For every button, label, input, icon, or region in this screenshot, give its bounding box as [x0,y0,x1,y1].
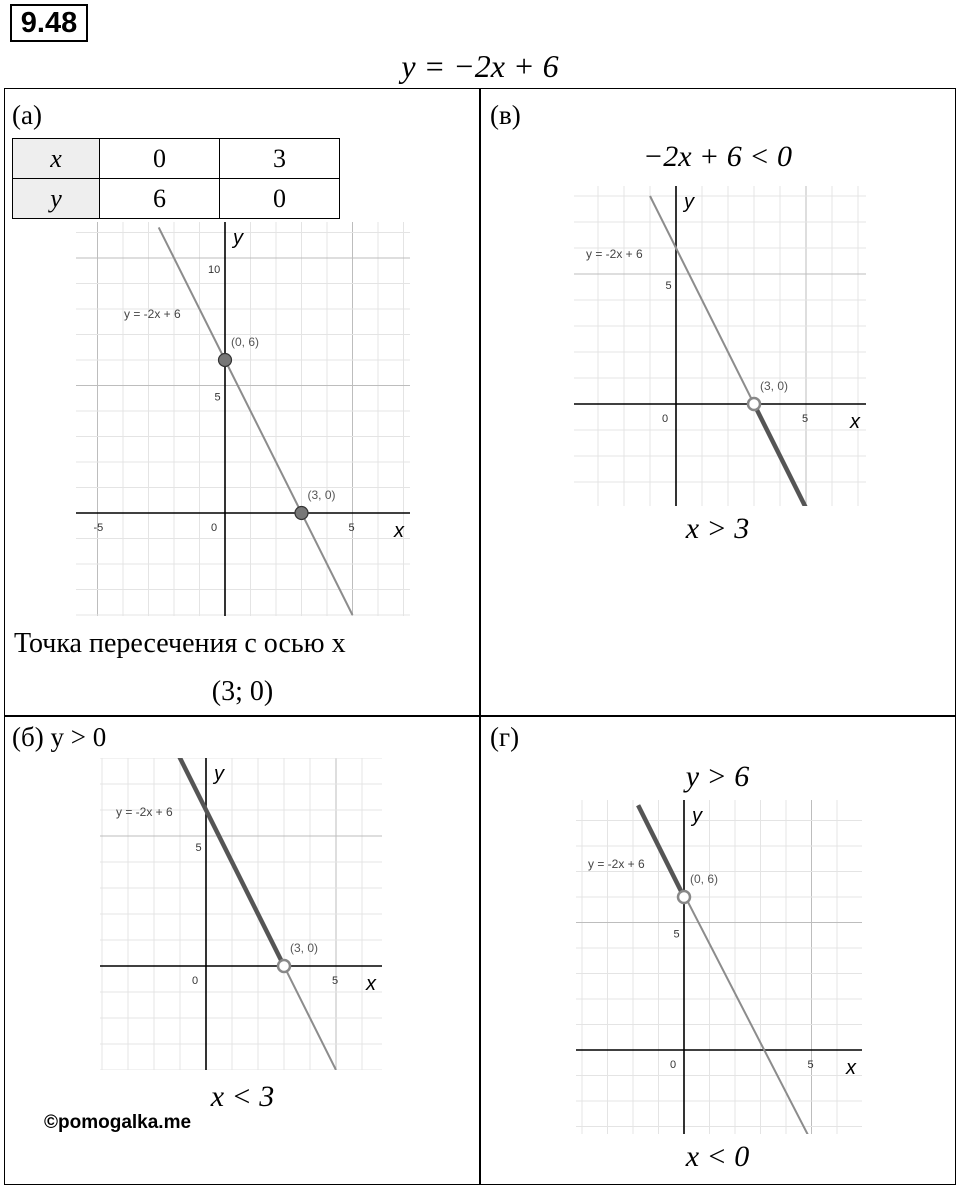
panel-v-label: (в) [490,100,521,130]
panel-b-result: x < 3 [210,1080,275,1113]
point-label: (0, 6) [231,335,260,349]
line-label: y = -2x + 6 [586,247,643,261]
open-point [748,398,760,410]
panel-g-condition: y > 6 [685,760,750,793]
panel-v-condition: −2x + 6 < 0 [642,140,793,173]
x-tick-label: -5 [93,522,104,534]
panel-v-result: x > 3 [685,512,750,545]
table-row [13,179,340,219]
point-label: (3, 0) [760,379,789,393]
graph-v [574,186,866,506]
solution-ray [638,805,684,897]
line-label: y = -2x + 6 [124,307,181,321]
x-tick-label: 5 [348,522,355,534]
graph-b [100,758,382,1070]
open-point [278,960,290,972]
graph-a [76,222,410,616]
x-tick-label: 0 [211,522,218,534]
y-axis-label: y [684,191,694,213]
y-axis-label: y [214,763,224,785]
y-tick-label: 5 [214,391,221,404]
table-head-x: x [13,139,100,179]
data-point [295,507,308,520]
panel-g-label: (г) [490,722,520,752]
x-axis-label: x [846,1057,856,1079]
x-axis-label: x [394,520,404,542]
x-tick-label: 0 [192,975,199,987]
x-tick-label: 0 [670,1059,677,1071]
point-label: (0, 6) [690,872,719,886]
x-tick-label: 5 [802,413,809,425]
open-point [678,891,690,903]
panel-a-label: (а) [12,100,42,130]
function-line [159,227,353,615]
graph-g [576,800,862,1134]
problem-number: 9.48 [10,4,88,42]
intersection-answer: (3; 0) [211,676,274,707]
y-tick-label: 10 [208,264,221,276]
main-equation: y = −2x + 6 [401,48,559,84]
x-axis-label: x [366,973,376,995]
intersection-caption: Точка пересечения с осью x [14,628,346,659]
y-tick-label: 5 [665,280,672,292]
table-cell: 6 [100,179,220,219]
x-tick-label: 5 [807,1059,814,1071]
point-label: (3, 0) [290,941,319,955]
table-cell: 0 [220,179,340,219]
y-tick-label: 5 [673,928,680,941]
y-tick-label: 5 [195,842,202,854]
table-head-y: y [13,179,100,219]
point-label: (3, 0) [307,488,336,502]
x-tick-label: 5 [332,975,339,987]
line-label: y = -2x + 6 [588,857,645,871]
x-axis-label: x [850,411,860,433]
panel-g-result: x < 0 [685,1140,750,1173]
y-axis-label: y [233,227,243,249]
x-tick-label: 0 [662,413,669,425]
table-cell: 3 [220,139,340,179]
table-row [13,139,340,179]
watermark: ©pomogalka.me [44,1112,192,1133]
value-table [12,138,340,219]
line-label: y = -2x + 6 [116,805,173,819]
data-point [219,354,232,367]
table-cell: 0 [100,139,220,179]
y-axis-label: y [692,805,702,827]
panel-b-label: (б) y > 0 [12,722,107,752]
